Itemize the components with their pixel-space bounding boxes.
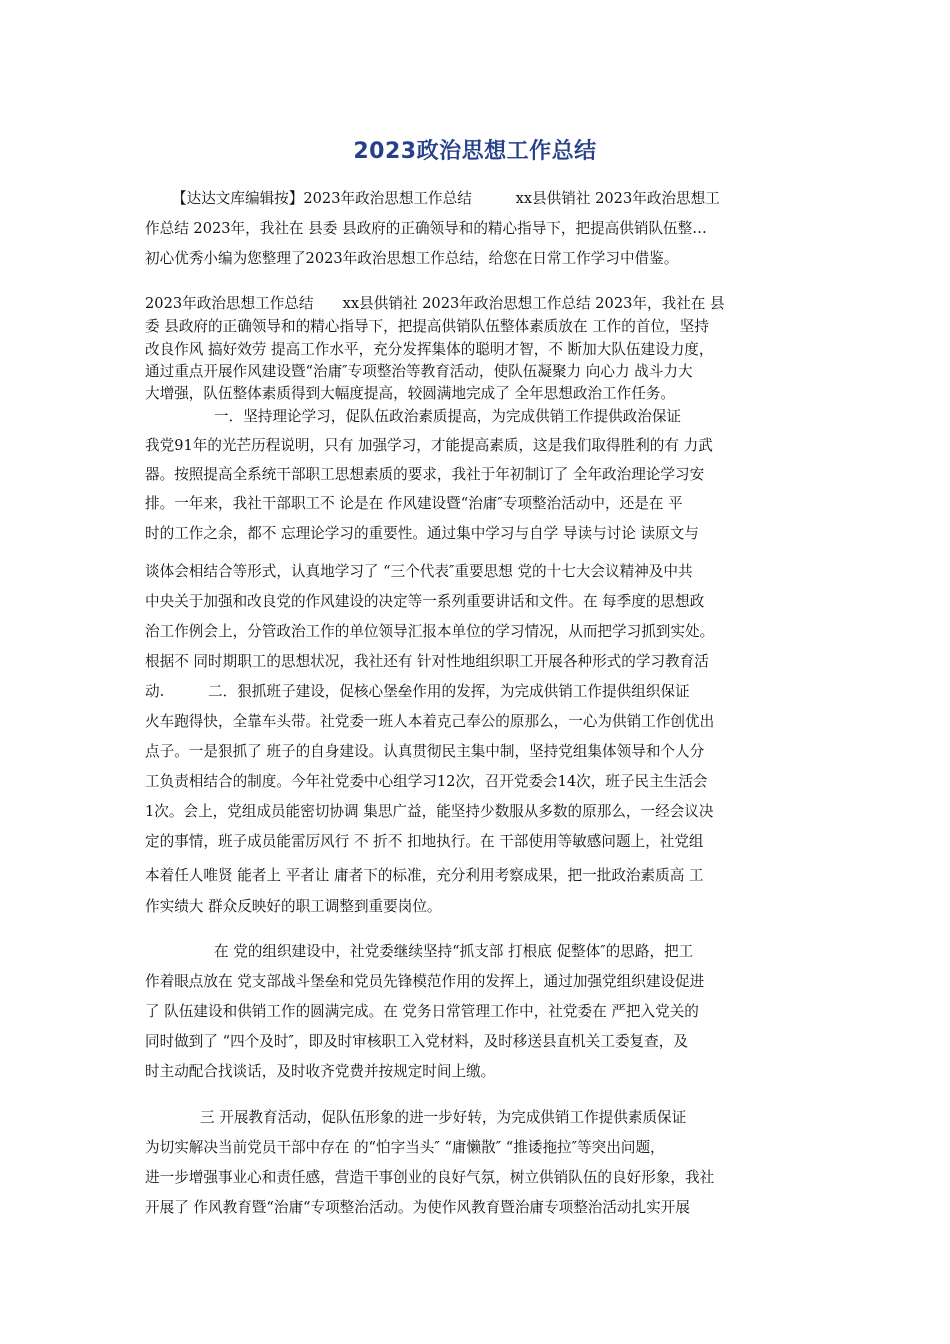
- body-line: 在 党的组织建设中，社党委继续坚持“抓支部 打根底 促整体″的思路，把工: [214, 943, 694, 960]
- body-line: 我党91年的光芒历程说明，只有 加强学习，才能提高素质，这是我们取得胜利的有 力武: [145, 437, 713, 454]
- body-line: 开展了 作风教育暨“治庸“专项整治活动。为使作风教育暨治庸专项整治活动扎实开展: [145, 1199, 690, 1216]
- body-line: 作着眼点放在 党支部战斗堡垒和党员先锋模范作用的发挥上，通过加强党组织建设促进: [145, 973, 705, 990]
- body-line: 进一步增强事业心和责任感，营造干事创业的良好气氛，树立供销队伍的良好形象，我社: [145, 1169, 715, 1186]
- section-heading-2: 动. 二．狠抓班子建设，促核心堡垒作用的发挥，为完成供销工作提供组织保证: [145, 683, 690, 700]
- body-line: 定的事情，班子成员能雷厉风行 不 折不 扣地执行。在 干部使用等敏感问题上，社党组: [145, 833, 704, 850]
- intro-line: 【达达文库编辑按】2023年政治思想工作总结 xx县供销社 2023年政治思想工: [172, 190, 720, 207]
- body-line: 时主动配合找谈话，及时收齐党费并按规定时间上缴。: [145, 1063, 496, 1080]
- body-line: 中央关于加强和改良党的作风建设的决定等一系列重要讲话和文件。在 每季度的思想政: [145, 593, 705, 610]
- body-line: 火车跑得快，全靠车头带。社党委一班人本着克己奉公的原那么，一心为供销工作创优出: [145, 713, 715, 730]
- body-line: 1次。会上，党组成员能密切协调 集思广益，能坚持少数服从多数的原那么，一经会议决: [145, 803, 714, 820]
- body-line: 排。一年来，我社干部职工不 论是在 作风建设暨“治庸″专项整治活动中，还是在 平: [145, 495, 683, 512]
- summary-line: 通过重点开展作风建设暨“治庸″专项整治等教育活动，使队伍凝聚力 向心力 战斗力大: [145, 363, 693, 380]
- body-line: 时的工作之余，都不 忘理论学习的重要性。通过集中学习与自学 导读与讨论 读原文与: [145, 525, 699, 542]
- body-line: 点子。一是狠抓了 班子的自身建设。认真贯彻民主集中制，坚持党组集体领导和个人分: [145, 743, 705, 760]
- body-line: 根据不 同时期职工的思想状况，我社还有 针对性地组织职工开展各种形式的学习教育活: [145, 653, 709, 670]
- summary-line: 委 县政府的正确领导和的精心指导下，把提高供销队伍整体素质放在 工作的首位，坚持: [145, 318, 709, 335]
- body-line: 谈体会相结合等形式，认真地学习了 “三个代表″重要思想 党的十七大会议精神及中共: [145, 563, 693, 580]
- intro-line: 作总结 2023年，我社在 县委 县政府的正确领导和的精心指导下，把提高供销队伍整…: [145, 220, 707, 237]
- section-heading-1: 一．坚持理论学习，促队伍政治素质提高，为完成供销工作提供政治保证: [214, 408, 682, 425]
- body-line: 器。按照提高全系统干部职工思想素质的要求，我社于年初制订了 全年政治理论学习安: [145, 466, 705, 483]
- summary-line: 2023年政治思想工作总结 xx县供销社 2023年政治思想工作总结 2023年，我社在 县: [145, 295, 725, 312]
- summary-line: 改良作风 搞好效劳 提高工作水平，充分发挥集体的聪明才智，不 断加大队伍建设力度，: [145, 341, 714, 358]
- body-line: 同时做到了 “四个及时″，即及时审核职工入党材料，及时移送县直机关工委复查，及: [145, 1033, 688, 1050]
- document-title: 2023政治思想工作总结: [353, 139, 597, 164]
- body-line: 为切实解决当前党员干部中存在 的“怕字当头″ “庸懒散″ “推诿拖拉″等突出问题，: [145, 1139, 665, 1156]
- section-heading-3: 三 开展教育活动，促队伍形象的进一步好转，为完成供销工作提供素质保证: [200, 1109, 687, 1126]
- body-line: 作实绩大 群众反映好的职工调整到重要岗位。: [145, 898, 442, 915]
- body-line: 本着任人唯贤 能者上 平者让 庸者下的标准，充分利用考察成果，把一批政治素质高 工: [145, 867, 704, 884]
- body-line: 工负责相结合的制度。今年社党委中心组学习12次，召开党委会14次，班子民主生活会: [145, 773, 708, 790]
- body-line: 治工作例会上，分管政治工作的单位领导汇报本单位的学习情况，从而把学习抓到实处。: [145, 623, 715, 640]
- body-line: 了 队伍建设和供销工作的圆满完成。在 党务日常管理工作中，社党委在 严把入党关的: [145, 1003, 699, 1020]
- summary-line: 大增强，队伍整体素质得到大幅度提高，较圆满地完成了 全年思想政治工作任务。: [145, 385, 676, 402]
- intro-line: 初心优秀小编为您整理了2023年政治思想工作总结，给您在日常工作学习中借鉴。: [145, 250, 679, 267]
